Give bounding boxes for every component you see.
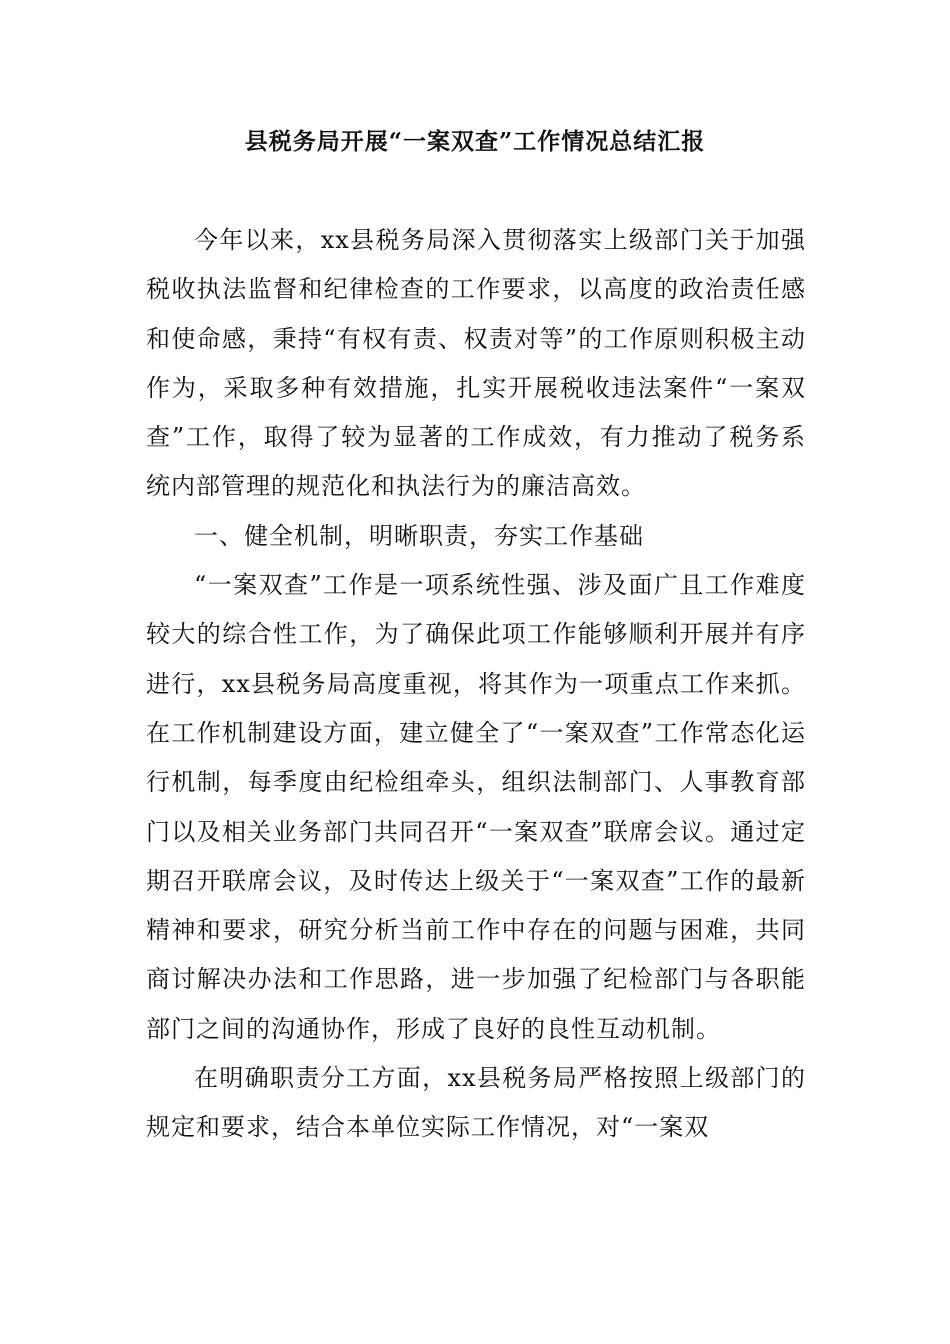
document-body: [146, 216, 806, 1153]
responsibility-paragraph: 在明确职责分工方面，xx县税务局严格按照上级部门的规定和要求，结合本单位实际工作情况，对“一案双: [146, 1064, 806, 1142]
mechanism-paragraph: “一案双查”工作是一项系统性强、涉及面广且工作难度较大的综合性工作，为了确保此项工作能够顺利开展并有序进行，xx县税务局高度重视，将其作为一项重点工作来抓。在工作机制建设方面，建立健全了“一案双查”工作常态化运行机制，每季度由纪检组牵头，组织法制部门、人事教育部门以及相关业务部门共同召开“一案双查”联席会议。通过定期召开联席会议，及时传达上级关于“一案双查”工作的最新精神和要求，研究分析当前工作中存在的问题与困难，共同商讨解决办法和工作思路，进一步加强了纪检部门与各职能部门之间的沟通协作，形成了良好的良性互动机制。: [146, 571, 806, 1043]
document-title: 县税务局开展“一案双查”工作情况总结汇报: [244, 128, 706, 155]
section-heading: 一、健全机制，明晰职责，夯实工作基础: [194, 521, 644, 550]
intro-paragraph: 今年以来，xx县税务局深入贯彻落实上级部门关于加强税收执法监督和纪律检查的工作要求，以高度的政治责任感和使命感，秉持“有权有责、权责对等”的工作原则积极主动作为，采取多种有效措施，扎实开展税收违法案件“一案双查”工作，取得了较为显著的工作成效，有力推动了税务系统内部管理的规范化和执法行为的廉洁高效。: [146, 226, 806, 501]
